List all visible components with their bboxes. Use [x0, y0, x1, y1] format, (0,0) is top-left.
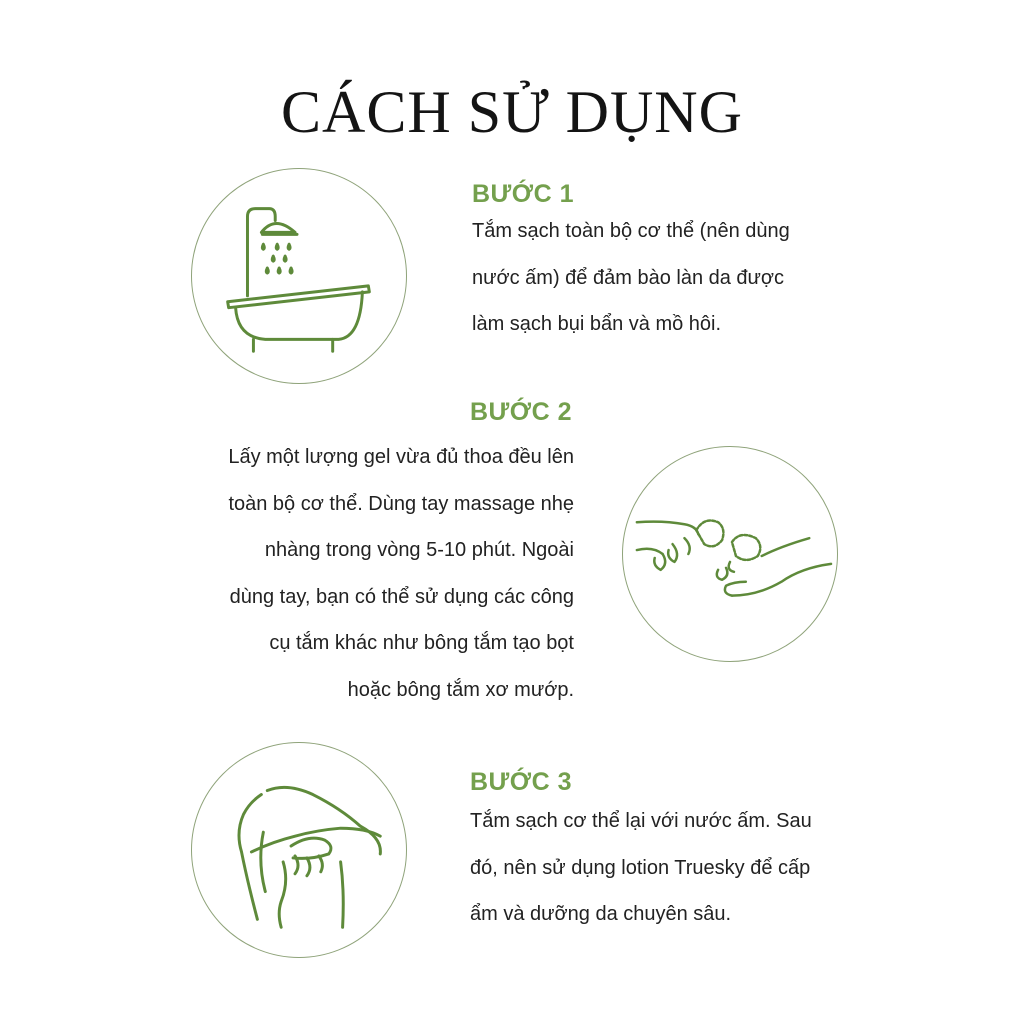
body-washing-icon	[192, 743, 406, 957]
step-3-label: BƯỚC 3	[470, 768, 573, 796]
step-1-label: BƯỚC 1	[472, 180, 575, 208]
step-2-line: toàn bộ cơ thể. Dùng tay massage nhẹ	[228, 492, 574, 515]
step-1-description	[472, 208, 790, 348]
step-2-line: cụ tắm khác như bông tắm tạo bọt	[269, 632, 574, 654]
step-3-description	[470, 798, 812, 938]
page-title: CÁCH SỬ DỤNG	[281, 79, 743, 145]
hands-massage-icon	[623, 447, 837, 661]
step-2-line: hoặc bông tắm xơ mướp.	[347, 678, 574, 701]
step-3-line: ẩm và dưỡng da chuyên sâu.	[470, 903, 732, 925]
step-1-line: Tắm sạch toàn bộ cơ thể (nên dùng	[472, 220, 790, 242]
step-2-line: Lấy một lượng gel vừa đủ thoa đều lên	[228, 446, 574, 468]
step-2-description	[228, 434, 574, 713]
step-2-label: BƯỚC 2	[470, 398, 573, 426]
step-2-icon-circle	[622, 446, 838, 662]
step-3-line: Tắm sạch cơ thể lại với nước ấm. Sau	[470, 810, 812, 832]
step-3-icon-circle	[191, 742, 407, 958]
step-1-line: nước ấm) để đảm bào làn da được	[472, 266, 785, 289]
step-1-icon-circle	[191, 168, 407, 384]
step-1-line: làm sạch bụi bẩn và mồ hôi.	[472, 313, 722, 335]
bathtub-shower-icon	[192, 169, 406, 383]
step-2-line: nhàng trong vòng 5-10 phút. Ngoài	[264, 539, 574, 561]
step-3-line: đó, nên sử dụng lotion Truesky để cấp	[470, 856, 811, 879]
step-2-line: dùng tay, bạn có thể sử dụng các công	[229, 585, 574, 608]
